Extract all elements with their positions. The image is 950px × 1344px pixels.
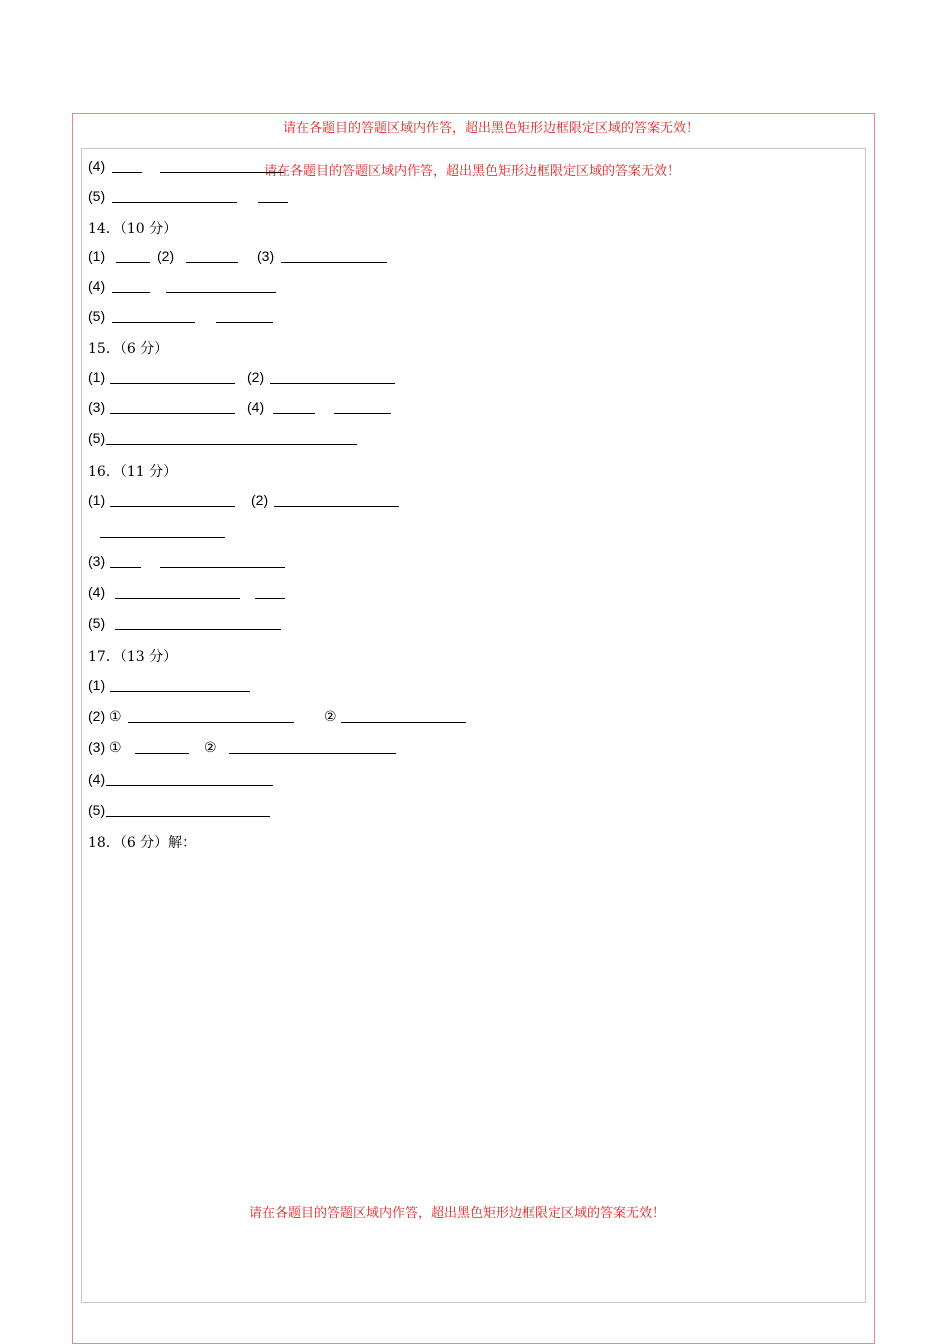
q16-heading: 16．（11 分）: [88, 464, 178, 480]
answer-blank[interactable]: [216, 322, 273, 323]
answer-blank[interactable]: [229, 753, 396, 754]
answer-blank[interactable]: [110, 567, 141, 568]
answer-blank[interactable]: [110, 691, 250, 692]
q17-heading: 17．（13 分）: [88, 649, 178, 665]
answer-blank[interactable]: [106, 785, 273, 786]
answer-blank[interactable]: [112, 292, 150, 293]
answer-blank[interactable]: [112, 172, 142, 173]
answer-blank[interactable]: [115, 629, 281, 630]
warning-bottom: 请在各题目的答题区域内作答，超出黑色矩形边框限定区域的答案无效！: [249, 1206, 666, 1221]
q18-heading: 18．（6 分）解：: [88, 835, 197, 851]
answer-blank[interactable]: [273, 413, 315, 414]
answer-blank[interactable]: [135, 753, 189, 754]
answer-blank[interactable]: [281, 262, 387, 263]
answer-blank[interactable]: [255, 598, 285, 599]
q14-heading: 14．（10 分）: [88, 221, 178, 237]
warning-top: 请在各题目的答题区域内作答，超出黑色矩形边框限定区域的答案无效！: [283, 121, 700, 136]
inner-answer-frame: [81, 148, 866, 1303]
warning-overlay: 请在各题目的答题区域内作答，超出黑色矩形边框限定区域的答案无效！: [264, 164, 681, 179]
answer-blank[interactable]: [128, 722, 294, 723]
q15-heading: 15．（6 分）: [88, 341, 169, 357]
answer-blank[interactable]: [166, 292, 276, 293]
answer-blank[interactable]: [270, 383, 395, 384]
answer-blank[interactable]: [110, 506, 235, 507]
answer-blank[interactable]: [100, 537, 225, 538]
answer-blank[interactable]: [106, 816, 270, 817]
answer-blank[interactable]: [110, 383, 235, 384]
answer-blank[interactable]: [112, 322, 195, 323]
answer-blank[interactable]: [341, 722, 466, 723]
answer-blank[interactable]: [115, 598, 240, 599]
answer-blank[interactable]: [112, 202, 237, 203]
answer-blank[interactable]: [186, 262, 238, 263]
answer-blank[interactable]: [160, 172, 284, 173]
answer-blank[interactable]: [160, 567, 285, 568]
answer-blank[interactable]: [116, 262, 150, 263]
answer-blank[interactable]: [274, 506, 399, 507]
answer-blank[interactable]: [110, 413, 235, 414]
answer-blank[interactable]: [106, 444, 357, 445]
answer-blank[interactable]: [334, 413, 391, 414]
answer-blank[interactable]: [258, 202, 288, 203]
